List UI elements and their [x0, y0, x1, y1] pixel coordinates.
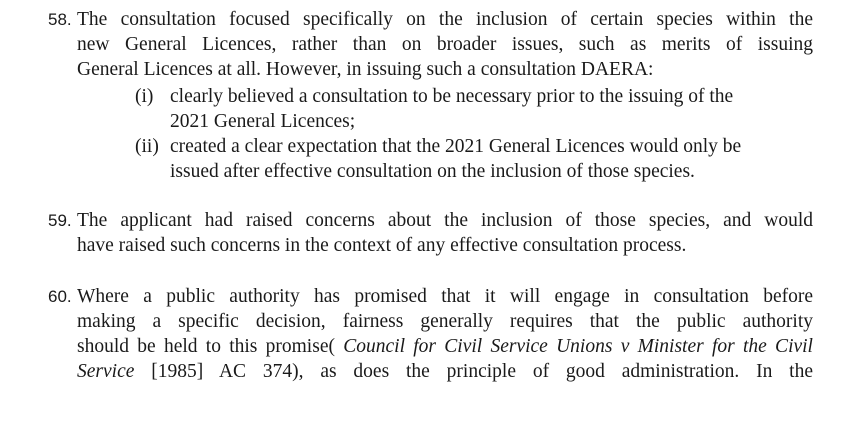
paragraph-59 — [48, 208, 813, 258]
subitem-i-line-1 — [135, 84, 815, 109]
paragraph-58-line-3: General Licences at all. However, in issuing such a consultation DAERA: — [77, 59, 654, 80]
paragraph-58 — [48, 7, 813, 82]
paragraph-59-line-2: have raised such concerns in the context of any effective consultation process. — [77, 235, 687, 256]
paragraph-60-line-1 — [48, 284, 813, 309]
subitem-marker: (i) — [135, 86, 154, 107]
paragraph-text: The consultation focused specifically on the inclusion of certain species within the — [77, 9, 813, 30]
subitem-ii — [135, 134, 815, 184]
paragraph-number: 59. — [48, 211, 72, 230]
paragraph-text: should be held to this promise( — [77, 336, 344, 357]
subitem-ii-line-1 — [135, 134, 815, 159]
case-citation-italic: Council for Civil Service Unions v Minister for the Civil — [343, 336, 813, 357]
paragraph-text: [1985] AC 374), as does the principle of good administration. In the — [134, 361, 813, 382]
subitem-ii-line-2: issued after effective consultation on the inclusion of those species. — [170, 161, 695, 182]
paragraph-58-line-1 — [48, 7, 813, 32]
paragraph-60-line-4 — [48, 359, 813, 384]
paragraph-number: 60. — [48, 287, 72, 306]
paragraph-text: Where a public authority has promised that it will engage in consultation before — [77, 286, 813, 307]
paragraph-59-line-1 — [48, 208, 813, 233]
subitem-marker: (ii) — [135, 136, 159, 157]
paragraph-60 — [48, 284, 813, 384]
subitem-i — [135, 84, 815, 134]
paragraph-60-line-2: making a specific decision, fairness generally requires that the public authority — [77, 311, 813, 332]
paragraph-text: The applicant had raised concerns about the inclusion of those species, and would — [77, 210, 813, 231]
subitem-i-line-2: 2021 General Licences; — [170, 111, 356, 132]
case-citation-italic: Service — [77, 361, 135, 382]
paragraph-58-line-2: new General Licences, rather than on broader issues, such as merits of issuing — [77, 34, 813, 55]
subitem-text: created a clear expectation that the 2021 General Licences would only be — [170, 136, 742, 157]
subitem-text: clearly believed a consultation to be necessary prior to the issuing of the — [170, 86, 734, 107]
paragraph-60-line-3 — [48, 334, 813, 359]
paragraph-number: 58. — [48, 10, 72, 29]
